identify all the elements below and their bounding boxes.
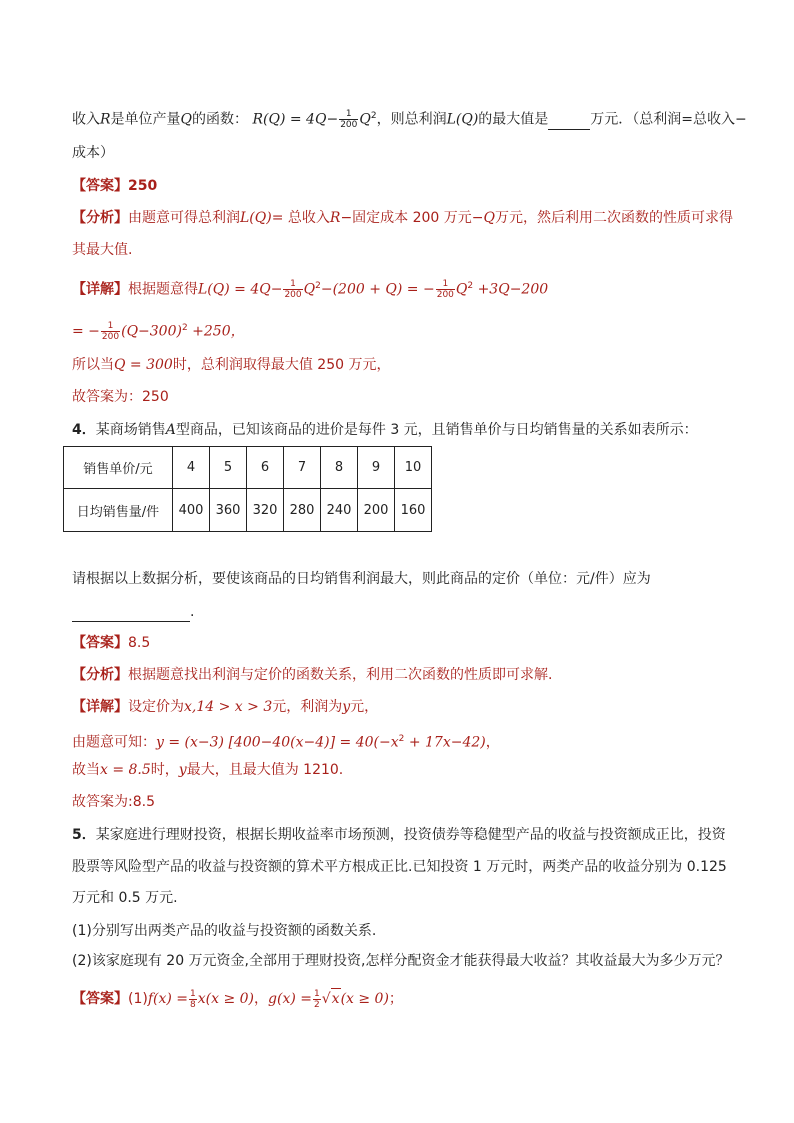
var-y: y (342, 699, 351, 715)
fraction-numerator: 1 (339, 109, 358, 120)
text: ； (388, 991, 403, 1007)
problem3-answer (72, 176, 157, 196)
table-cell: 240 (321, 489, 358, 532)
fraction-numerator: 1 (314, 988, 320, 999)
answer-value: 8.5 (128, 635, 151, 651)
fraction (313, 989, 321, 1010)
detail-label: 【详解】 (72, 699, 128, 715)
fraction-numerator: 1 (190, 988, 196, 999)
table-cell: 4 (173, 447, 210, 489)
problem3-analysis (72, 208, 733, 228)
answer-value: 250 (128, 178, 158, 194)
text: 的最大值是 (478, 111, 549, 128)
sqrt-radicand: x (331, 988, 341, 1009)
fraction (101, 321, 120, 342)
fraction-denominator: 200 (284, 290, 302, 301)
exponent: 2 (398, 734, 405, 744)
problem4-detail-line3 (72, 760, 343, 780)
problem5-question2: (2)该家庭现有 20 万元资金,全部用于理财投资,怎样分配资金才能获得最大收益？其收益最大为多少万元？ (72, 953, 730, 969)
table-header-cell: 销售单价/元 (64, 447, 173, 489)
table-cell: 5 (210, 447, 247, 489)
problem-number: 4． (72, 422, 96, 438)
fraction (283, 279, 302, 300)
table-row (64, 489, 432, 532)
fraction (189, 989, 197, 1010)
fraction-denominator: 200 (436, 290, 454, 301)
fraction-denominator: 200 (101, 332, 120, 343)
var-q: Q (180, 111, 193, 128)
text: 的函数： (192, 111, 249, 128)
fraction-numerator: 1 (436, 279, 455, 290)
text: ， (485, 734, 500, 751)
text: 时，总利润取得最大值 250 万元， (172, 357, 391, 373)
var-r: R (100, 111, 111, 128)
problem3-line2: 成本） (72, 145, 114, 161)
text: 根据题意找出利润与定价的函数关系，利用二次函数的性质即可求解. (128, 667, 553, 683)
formula: (x ≥ 0) (340, 991, 389, 1007)
table-cell: 8 (321, 447, 358, 489)
problem5-question1: (1)分别写出两类产品的收益与投资额的函数关系. (72, 923, 377, 939)
text: 某家庭进行理财投资，根据长期收益率市场预测，投资债券等稳健型产品的收益与投资额成正比，投资 (95, 827, 726, 843)
detail-label: 【详解】 (72, 281, 128, 298)
formula: Q (455, 281, 468, 298)
table-cell: 280 (284, 489, 321, 532)
table-cell: 6 (247, 447, 284, 489)
formula: + 17x−42) (404, 734, 486, 751)
text: 设定价为 (128, 699, 184, 715)
formula: +250， (187, 323, 245, 340)
answer-label: 【答案】 (72, 178, 128, 194)
problem3-analysis-line2: 其最大值. (72, 242, 133, 258)
formula: −(200 + Q) = − (320, 281, 435, 298)
text: 某商场销售 (95, 422, 166, 438)
text: . (190, 604, 195, 620)
problem4-detail-line2 (72, 729, 500, 753)
problem5-stem-line3: 万元和 0.5 万元. (72, 890, 178, 906)
sqrt-sign: √ (321, 991, 331, 1007)
table-cell: 200 (358, 489, 395, 532)
problem3-detail (72, 276, 548, 300)
var-y: y (178, 762, 187, 778)
problem-number: 5． (72, 827, 96, 843)
formula: y = (x−3) [400−40(x−4)] = 40(−x (156, 734, 399, 751)
table-row (64, 447, 432, 489)
formula: g(x) = (268, 991, 312, 1007)
var-a: A (165, 422, 176, 438)
table-cell: 360 (210, 489, 247, 532)
problem4-answer (72, 633, 150, 653)
text: 由题意可得总利润 (128, 210, 240, 226)
text: −固定成本 200 万元− (340, 210, 484, 226)
problem4-detail (72, 697, 378, 717)
fraction (339, 109, 358, 130)
table-cell: 7 (284, 447, 321, 489)
fraction-denominator: 2 (314, 999, 320, 1010)
problem3-detail-line2 (72, 318, 245, 342)
formula: x(x ≥ 0) (197, 991, 255, 1007)
exponent: 2 (467, 281, 474, 291)
answer-blank (72, 607, 190, 622)
problem5-stem-line1 (72, 825, 726, 845)
table-cell: 160 (395, 489, 432, 532)
problem4-final: 故答案为:8.5 (72, 794, 155, 810)
text: 时， (150, 762, 179, 778)
text: 是单位产量 (110, 111, 181, 128)
problem5-answer (72, 988, 403, 1010)
formula: Q = 300 (114, 357, 173, 373)
formula: = − (72, 323, 100, 340)
text: 元， (350, 699, 379, 715)
formula: Q (303, 281, 316, 298)
text: ，则总利润 (376, 111, 447, 128)
problem3-final: 故答案为：250 (72, 389, 169, 405)
analysis-label: 【分析】 (72, 210, 128, 226)
text: 万元．（总利润=总收入− (590, 111, 747, 128)
text: = 总收入 (271, 210, 330, 226)
text: (1) (128, 991, 148, 1007)
fraction-denominator: 8 (190, 999, 196, 1010)
table-header-cell: 日均销售量/件 (64, 489, 173, 532)
exponent: 2 (315, 281, 321, 291)
table-cell: 400 (173, 489, 210, 532)
fraction-numerator: 1 (101, 321, 120, 332)
problem4-question: 请根据以上数据分析，要使该商品的日均销售利润最大，则此商品的定价（单位：元/件）应为 (72, 571, 651, 587)
problem4-blank-line (72, 602, 194, 622)
text: 故当 (72, 762, 100, 778)
problem4-stem (72, 420, 698, 440)
table-cell: 320 (247, 489, 284, 532)
answer-blank (548, 115, 590, 130)
table-cell: 10 (395, 447, 432, 489)
table-cell: 9 (358, 447, 395, 489)
text: 收入 (72, 111, 100, 128)
fraction (436, 279, 455, 300)
price-sales-table (63, 446, 432, 532)
formula: x,14 > x > 3 (184, 699, 273, 715)
text: 根据题意得 (128, 281, 198, 298)
problem5-stem-line2: 股票等风险型产品的收益与投资额的算术平方根成正比.已知投资 1 万元时，两类产品的收益分别为 0.125 (72, 859, 727, 875)
formula: x = 8.5 (100, 762, 151, 778)
text: 元，利润为 (272, 699, 343, 715)
text: 最大，且最大值为 1210. (186, 762, 344, 778)
answer-label: 【答案】 (72, 635, 128, 651)
problem3-detail-line3 (72, 355, 390, 375)
fraction-denominator: 200 (340, 120, 358, 131)
var-l: L(Q) (240, 210, 272, 226)
text: 由题意可知： (72, 734, 156, 751)
answer-label: 【答案】 (72, 991, 128, 1007)
problem4-analysis (72, 665, 552, 685)
problem3-line1 (72, 106, 747, 130)
exponent: 2 (370, 111, 377, 121)
var-l: L(Q) (446, 111, 479, 128)
fraction-numerator: 1 (283, 279, 302, 290)
text: ， (254, 991, 269, 1007)
formula: +3Q−200 (473, 281, 549, 298)
var-r: R (329, 210, 341, 226)
exponent: 2 (181, 323, 188, 333)
formula: L(Q) = 4Q− (198, 281, 283, 298)
analysis-label: 【分析】 (72, 667, 128, 683)
var-q: Q (483, 210, 496, 226)
formula: R(Q) = 4Q− (252, 111, 339, 128)
formula: Q (359, 111, 371, 128)
formula: (Q−300) (121, 323, 182, 340)
formula: f(x) = (147, 991, 189, 1007)
text: 型商品，已知该商品的进价是每件 3 元，且销售单价与日均销售量的关系如表所示： (175, 422, 698, 438)
text: 所以当 (72, 357, 114, 373)
text: 万元，然后利用二次函数的性质可求得 (495, 210, 734, 226)
